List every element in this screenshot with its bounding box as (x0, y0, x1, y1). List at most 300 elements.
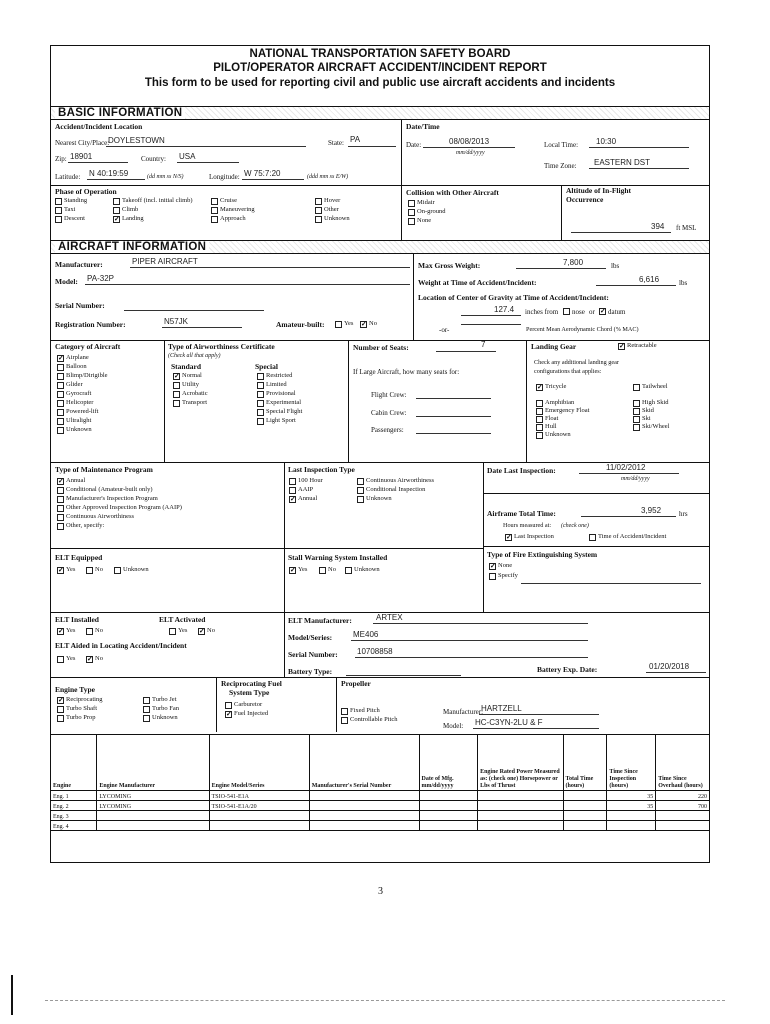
phase-checkbox[interactable] (113, 207, 120, 214)
header-line-1: NATIONAL TRANSPORTATION SAFETY BOARD (249, 48, 511, 60)
fire-title: Type of Fire Extinguishing System (487, 550, 598, 559)
standard-checkbox[interactable] (173, 400, 180, 407)
collision-checkbox[interactable] (408, 218, 415, 225)
engine-table-cell[interactable] (97, 811, 209, 821)
gear-checkbox[interactable] (536, 416, 543, 423)
scan-edge-mark (11, 975, 13, 1015)
fuel-title-2: System Type (229, 688, 270, 697)
lon-label: Longitude: (209, 173, 240, 181)
basic-info-band (51, 106, 709, 120)
elt-equipped-title: ELT Equipped (55, 553, 103, 562)
phase-checkbox[interactable] (315, 207, 322, 214)
engine-table (50, 734, 710, 831)
country-value: USA (179, 152, 196, 161)
fuel-checkbox[interactable] (225, 702, 232, 709)
maint-checkbox[interactable] (57, 514, 64, 521)
engine-table-header-cell: Manufacturer's Serial Number (309, 735, 419, 791)
gear-checkbox[interactable] (633, 384, 640, 391)
standard-checkbox[interactable] (173, 382, 180, 389)
zip-label: Zip: (55, 155, 67, 163)
airframe-note: Hours measured at: (503, 522, 552, 529)
category-label: Balloon (66, 363, 87, 370)
header-line-3: This form to be used for reporting civil and public use aircraft accidents and incidents (144, 77, 616, 89)
fuel-title-1: Reciprocating Fuel (221, 679, 282, 688)
prop-model-value: HC-C3YN-2LU & F (475, 718, 543, 727)
engine-table-cell[interactable]: LYCOMING (97, 791, 209, 801)
max-gross-value: 7,800 (563, 258, 584, 267)
date-value: 08/08/2013 (449, 137, 490, 146)
amateur-no-checkbox[interactable]: ✓ (361, 321, 367, 328)
elt-mfr-value: ARTEX (376, 613, 403, 622)
propeller-title: Propeller (341, 679, 371, 688)
phase-checkbox[interactable] (55, 198, 62, 205)
engine-table-cell[interactable]: TSIO-541-E1A/20 (209, 801, 309, 811)
elt-aided-yes: Yes (66, 655, 76, 662)
special-checkbox[interactable] (257, 391, 264, 398)
phase-checkbox[interactable] (211, 216, 218, 223)
last-insp-label: AAIP (298, 486, 314, 493)
gear-checkbox[interactable] (633, 424, 640, 431)
engine-table-cell[interactable] (419, 791, 478, 801)
engine-table-cell[interactable] (309, 811, 419, 821)
phase-label: Cruise (220, 197, 237, 204)
altitude-title-2: Occurrence (566, 195, 604, 204)
last-insp-label: Continuous Airworthiness (366, 477, 435, 484)
cg-or: or (589, 308, 595, 316)
last-insp-title: Last Inspection Type (288, 465, 355, 474)
model-value: PA-32P (87, 274, 114, 283)
collision-checkbox[interactable] (408, 209, 415, 216)
gear-checkbox[interactable] (536, 400, 543, 407)
engine-table-cell: Eng. 2 (51, 801, 97, 811)
last-insp-label: Unknown (366, 495, 392, 502)
gear-note-1: Check any additional landing gear (534, 359, 619, 366)
gear-label: Ski (642, 415, 651, 422)
elt-installed-yes-checkbox[interactable]: ✓ (58, 628, 64, 635)
standard-checkbox[interactable]: ✓ (174, 373, 180, 380)
manufacturer-label: Manufacturer: (55, 260, 103, 269)
gear-checkbox[interactable]: ✓ (537, 384, 543, 391)
elt-aided-title: ELT Aided in Locating Accident/Incident (55, 641, 187, 650)
max-gross-label: Max Gross Weight: (418, 261, 481, 270)
gear-checkbox[interactable] (633, 416, 640, 423)
gear-note-2: configurations that applies: (534, 368, 602, 375)
category-checkbox[interactable] (57, 418, 64, 425)
engine-table-cell[interactable] (419, 811, 478, 821)
last-insp-label: 100 Hour (298, 477, 323, 484)
engine-table-cell[interactable] (478, 801, 563, 811)
phase-checkbox[interactable] (55, 216, 62, 223)
airframe-opt-1: Last Inspection (514, 533, 554, 540)
gear-checkbox[interactable] (536, 408, 543, 415)
engine-table-row (51, 811, 710, 821)
cg-value: 127.4 (494, 305, 515, 314)
airframe-unit: hrs (679, 510, 688, 518)
weight-value: 6,616 (639, 275, 660, 284)
elt-equipped-yes-checkbox[interactable]: ✓ (58, 567, 64, 574)
airframe-last-insp-checkbox[interactable]: ✓ (506, 534, 512, 541)
maint-checkbox[interactable] (57, 496, 64, 503)
engine-table-cell[interactable] (563, 821, 607, 831)
amateur-no-label: No (369, 320, 377, 327)
engine-table-cell[interactable] (209, 821, 309, 831)
category-label: Gyrocraft (66, 390, 92, 397)
maint-label: Continuous Airworthiness (66, 513, 135, 520)
stall-yes-checkbox[interactable]: ✓ (290, 567, 296, 574)
large-aircraft: If Large Aircraft, how many seats for: (353, 368, 460, 376)
gear-label: Tailwheel (642, 383, 668, 390)
gear-checkbox[interactable] (536, 424, 543, 431)
cg-datum-checkbox[interactable]: ✓ (600, 308, 606, 315)
aircraft-info-title: AIRCRAFT INFORMATION (55, 241, 209, 253)
elt-activated-yes: Yes (178, 627, 188, 634)
elt-activated-title: ELT Activated (159, 615, 206, 624)
tz-value: EASTERN DST (594, 158, 651, 167)
category-checkbox[interactable] (57, 382, 64, 389)
category-checkbox[interactable]: ✓ (58, 355, 64, 362)
engine-table-cell[interactable] (656, 811, 710, 821)
last-insp-checkbox[interactable] (357, 487, 364, 494)
phase-checkbox[interactable]: ✓ (114, 216, 120, 223)
fuel-checkbox[interactable]: ✓ (226, 711, 232, 718)
engine-table-cell[interactable] (656, 821, 710, 831)
gear-label: Amphibian (545, 399, 575, 406)
date-last-insp-label: Date Last Inspection: (487, 466, 556, 475)
engine-table-header-cell: Time Since Inspection (hours) (607, 735, 656, 791)
elt-equipped-yes: Yes (66, 566, 76, 573)
engine-table-header-cell: Engine Model/Series (209, 735, 309, 791)
serial-label: Serial Number: (55, 301, 105, 310)
gear-checkbox[interactable] (633, 408, 640, 415)
max-gross-unit: lbs (611, 262, 620, 270)
propeller-label: Fixed Pitch (350, 707, 380, 714)
category-checkbox[interactable] (57, 427, 64, 434)
cg-or2: -or- (439, 326, 450, 334)
engine-table-cell[interactable]: 35 (607, 791, 656, 801)
maint-checkbox[interactable] (57, 523, 64, 530)
special-checkbox[interactable] (257, 400, 264, 407)
fire-none-checkbox[interactable]: ✓ (490, 563, 496, 570)
amateur-label: Amateur-built: (276, 320, 325, 329)
special-checkbox[interactable] (257, 373, 264, 380)
engine-table-cell[interactable]: 700 (656, 801, 710, 811)
engine-table-cell[interactable] (563, 811, 607, 821)
altitude-value: 394 (651, 222, 665, 231)
stall-title: Stall Warning System Installed (288, 553, 388, 562)
category-title: Category of Aircraft (55, 342, 121, 351)
phase-checkbox[interactable] (315, 216, 322, 223)
elt-activated-no: No (207, 627, 215, 634)
zip-value: 18901 (70, 152, 93, 161)
engine-type-checkbox[interactable] (143, 697, 150, 704)
last-insp-checkbox[interactable] (289, 478, 296, 485)
engine-table-cell: Eng. 1 (51, 791, 97, 801)
lon-note: (ddd mm ss E/W) (307, 174, 349, 180)
location-title: Accident/Incident Location (55, 122, 143, 131)
maint-label: Manufacturer's Inspection Program (66, 495, 158, 502)
engine-table-cell[interactable]: 35 (607, 801, 656, 811)
stall-unknown-checkbox[interactable] (345, 567, 352, 574)
cabin-crew: Cabin Crew: (371, 409, 407, 417)
lon-value: W 75:7:20 (244, 169, 281, 178)
retractable-checkbox[interactable]: ✓ (619, 343, 625, 350)
airframe-value: 3,952 (641, 506, 662, 515)
engine-table-cell[interactable] (309, 791, 419, 801)
lat-label: Latitude: (55, 173, 81, 181)
elt-aided-no-checkbox[interactable]: ✓ (87, 656, 93, 663)
elt-equipped-unknown: Unknown (123, 566, 149, 573)
date-label: Date: (406, 141, 422, 149)
fuel-label: Carburetor (234, 701, 263, 708)
elt-serial-value: 10708858 (357, 647, 393, 656)
engine-table-cell[interactable] (563, 801, 607, 811)
engine-type-label: Turbo Jet (152, 696, 177, 703)
engine-table-cell[interactable] (97, 821, 209, 831)
amateur-yes-checkbox[interactable] (335, 321, 342, 328)
maint-label: Conditional (Amateur-built only) (66, 486, 153, 493)
maint-checkbox[interactable] (57, 505, 64, 512)
elt-installed-no: No (95, 627, 103, 634)
engine-table-header-cell: Date of Mfg. mm/dd/yyyy (419, 735, 478, 791)
engine-type-checkbox[interactable] (57, 715, 64, 722)
phase-label: Other (324, 206, 339, 213)
engine-table-cell[interactable] (607, 811, 656, 821)
elt-model-label: Model/Series: (288, 633, 333, 642)
elt-aided-no: No (95, 655, 103, 662)
engine-table-cell[interactable] (478, 811, 563, 821)
date-last-insp-value: 11/02/2012 (606, 463, 646, 472)
phase-label: Standing (64, 197, 88, 204)
collision-title: Collision with Other Aircraft (406, 188, 499, 197)
maint-checkbox[interactable] (57, 487, 64, 494)
last-insp-label: Conditional Inspection (366, 486, 426, 493)
page-number: 3 (378, 886, 383, 897)
gear-label: High Skid (642, 399, 669, 406)
local-time-label: Local Time: (544, 141, 579, 149)
gear-label: Tricycle (545, 383, 567, 390)
weight-unit: lbs (679, 279, 688, 287)
engine-type-checkbox[interactable] (57, 706, 64, 713)
engine-table-cell[interactable] (478, 791, 563, 801)
prop-mfr-label: Manufacturer: (443, 708, 484, 716)
cg-mac: Percent Mean Aerodynamic Chord (% MAC) (526, 326, 639, 333)
engine-type-checkbox[interactable] (143, 706, 150, 713)
engine-table-cell[interactable]: 220 (656, 791, 710, 801)
gear-label: Hull (545, 423, 557, 430)
reg-value: N57JK (164, 317, 189, 326)
elt-aided-yes-checkbox[interactable] (57, 656, 64, 663)
category-checkbox[interactable] (57, 400, 64, 407)
engine-table-cell[interactable] (309, 801, 419, 811)
standard-label: Normal (182, 372, 202, 379)
phase-checkbox[interactable] (211, 198, 218, 205)
gear-label: Unknown (545, 431, 571, 438)
cg-label: Location of Center of Gravity at Time of Accident/Incident: (418, 293, 609, 302)
standard-label: Standard (171, 362, 202, 371)
elt-installed-title: ELT Installed (55, 615, 99, 624)
last-insp-checkbox[interactable] (357, 478, 364, 485)
gear-title: Landing Gear (531, 342, 577, 351)
engine-table-cell: Eng. 4 (51, 821, 97, 831)
phase-title: Phase of Operation (55, 187, 117, 196)
engine-table-cell[interactable]: TSIO-541-E1A (209, 791, 309, 801)
cg-nose-checkbox[interactable] (563, 308, 570, 315)
fire-specify: Specify (498, 572, 518, 579)
engine-type-checkbox[interactable] (143, 715, 150, 722)
engine-table-cell[interactable] (478, 821, 563, 831)
engine-table-cell[interactable] (309, 821, 419, 831)
category-checkbox[interactable] (57, 373, 64, 380)
state-value: PA (350, 135, 361, 144)
engine-table-row (51, 791, 710, 801)
altitude-unit: ft MSL (676, 224, 697, 232)
category-label: Airplane (66, 354, 89, 361)
engine-table-cell: Eng. 3 (51, 811, 97, 821)
phase-label: Unknown (324, 215, 350, 222)
category-checkbox[interactable] (57, 409, 64, 416)
special-label: Special (255, 362, 278, 371)
category-checkbox[interactable] (57, 364, 64, 371)
phase-label: Taxi (64, 206, 76, 213)
engine-table-cell[interactable]: LYCOMING (97, 801, 209, 811)
engine-table-cell[interactable] (563, 791, 607, 801)
header-line-2: PILOT/OPERATOR AIRCRAFT ACCIDENT/INCIDENT REPORT (213, 62, 547, 74)
elt-equipped-no-checkbox[interactable] (86, 567, 93, 574)
category-label: Blimp/Dirigible (66, 372, 108, 379)
propeller-checkbox[interactable] (341, 708, 348, 715)
phase-label: Descent (64, 215, 85, 222)
gear-checkbox[interactable] (633, 400, 640, 407)
phase-checkbox[interactable] (113, 198, 120, 205)
stall-no: No (328, 566, 336, 573)
special-checkbox[interactable] (257, 418, 264, 425)
special-label: Restricted (266, 372, 293, 379)
fuel-label: Fuel Injected (234, 710, 269, 717)
city-value: DOYLESTOWN (108, 136, 165, 145)
battery-exp-label: Battery Exp. Date: (537, 665, 598, 674)
phase-label: Hover (324, 197, 341, 204)
maint-label: Other, specify: (66, 522, 105, 529)
engine-table-cell[interactable] (209, 811, 309, 821)
collision-checkbox[interactable] (408, 200, 415, 207)
last-insp-checkbox[interactable] (289, 487, 296, 494)
elt-installed-no-checkbox[interactable] (86, 628, 93, 635)
phase-checkbox[interactable] (211, 207, 218, 214)
elt-equipped-no: No (95, 566, 103, 573)
amateur-yes-label: Yes (344, 320, 354, 327)
engine-table-cell[interactable] (419, 821, 478, 831)
retractable-label: Retractable (627, 342, 657, 349)
phase-label: Landing (122, 215, 144, 222)
stall-no-checkbox[interactable] (319, 567, 326, 574)
engine-type-checkbox[interactable]: ✓ (58, 697, 64, 704)
stall-unknown: Unknown (354, 566, 380, 573)
report-form (50, 45, 710, 863)
state-label: State: (328, 139, 344, 147)
engine-table-header-cell: Engine Manufacturer (97, 735, 209, 791)
elt-activated-no-checkbox[interactable]: ✓ (199, 628, 205, 635)
phase-checkbox[interactable] (315, 198, 322, 205)
local-time-value: 10:30 (596, 137, 617, 146)
category-label: Glider (66, 381, 83, 388)
standard-label: Utility (182, 381, 199, 388)
last-insp-checkbox[interactable]: ✓ (290, 496, 296, 503)
battery-type-label: Battery Type: (288, 667, 333, 676)
engine-type-label: Unknown (152, 714, 178, 721)
gear-checkbox[interactable] (536, 432, 543, 439)
phase-label: Approach (220, 215, 246, 222)
maint-title: Type of Maintenance Program (55, 465, 153, 474)
phase-checkbox[interactable] (55, 207, 62, 214)
engine-table-header-cell: Time Since Overhaul (hours) (656, 735, 710, 791)
maint-label: Other Approved Inspection Program (AAIP) (66, 504, 182, 511)
propeller-checkbox[interactable] (341, 717, 348, 724)
seats-value: 7 (481, 340, 486, 349)
cg-inches: inches from (525, 308, 559, 316)
last-insp-checkbox[interactable] (357, 496, 364, 503)
phase-label: Takeoff (incl. initial climb) (122, 197, 193, 204)
category-checkbox[interactable] (57, 391, 64, 398)
engine-type-label: Turbo Fan (152, 705, 180, 712)
city-label: Nearest City/Place: (55, 139, 110, 147)
airframe-note-2: (check one) (561, 523, 589, 529)
model-label: Model: (55, 277, 78, 286)
engine-table-header-cell: Total Time (hours) (563, 735, 607, 791)
engine-table-header-cell: Engine (51, 735, 97, 791)
category-label: Unknown (66, 426, 92, 433)
maint-checkbox[interactable]: ✓ (58, 478, 64, 485)
engine-table-header-cell: Engine Rated Power Measured as: (check one) Horsepower or Lbs of Thrust (478, 735, 563, 791)
special-checkbox[interactable] (257, 409, 264, 416)
battery-exp-value: 01/20/2018 (649, 662, 690, 671)
engine-type-label: Reciprocating (66, 696, 103, 703)
engine-type-label: Turbo Shaft (66, 705, 98, 712)
phase-label: Maneuvering (220, 206, 255, 213)
engine-table-cell[interactable] (607, 821, 656, 831)
special-label: Special Flight (266, 408, 303, 415)
category-label: Powered-lift (66, 408, 99, 415)
airworthiness-title: Type of Airworthiness Certificate (168, 342, 275, 351)
reg-label: Registration Number: (55, 320, 126, 329)
lat-value: N 40:19:59 (89, 169, 129, 178)
basic-info-title: BASIC INFORMATION (55, 107, 185, 119)
manufacturer-value: PIPER AIRCRAFT (132, 257, 198, 266)
cg-nose: nose (572, 308, 585, 316)
engine-table-cell[interactable] (419, 801, 478, 811)
seats-label: Number of Seats: (353, 343, 409, 352)
category-label: Ultralight (66, 417, 92, 424)
lat-note: (dd mm ss N/S) (147, 174, 184, 180)
engine-table-header (51, 735, 710, 791)
elt-equipped-unknown-checkbox[interactable] (114, 567, 121, 574)
weight-label: Weight at Time of Accident/Incident: (418, 278, 537, 287)
fire-specify-checkbox[interactable] (489, 573, 496, 580)
fire-none: None (498, 562, 513, 569)
airframe-time-checkbox[interactable] (589, 534, 596, 541)
gear-label: Skid (642, 407, 654, 414)
engine-table-row (51, 801, 710, 811)
collision-label: None (417, 217, 432, 224)
date-last-insp-format: mm/dd/yyyy (621, 476, 650, 482)
elt-activated-yes-checkbox[interactable] (169, 628, 176, 635)
datetime-title: Date/Time (406, 122, 440, 131)
cg-datum: datum (608, 308, 626, 316)
special-checkbox[interactable] (257, 382, 264, 389)
elt-installed-yes: Yes (66, 627, 76, 634)
propeller-label: Controllable Pitch (350, 716, 398, 723)
engine-table-row (51, 821, 710, 831)
standard-checkbox[interactable] (173, 391, 180, 398)
